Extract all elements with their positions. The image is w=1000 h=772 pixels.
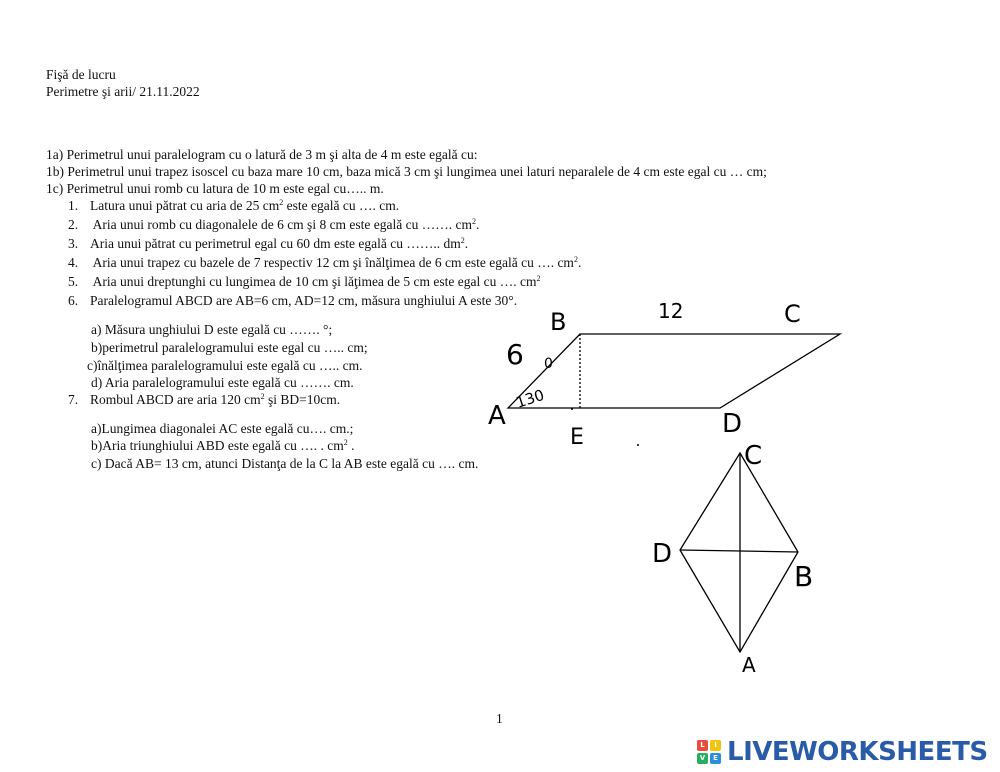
item-number: 1. xyxy=(68,198,79,213)
rhombus-label-d: D xyxy=(652,539,673,569)
item-number: 4. xyxy=(68,255,79,270)
dot-mark xyxy=(637,444,639,446)
item-sup: 2 xyxy=(279,198,284,207)
question-1c: 1c) Perimetrul unui romb cu latura de 10 m este egal cu….. m. xyxy=(46,181,384,196)
rhombus-label-b: B xyxy=(794,560,814,593)
item-text: Latura unui pătrat cu aria de 25 cm xyxy=(90,198,280,213)
item-sup: 2 xyxy=(472,217,477,226)
label-c: C xyxy=(784,300,801,328)
sub-text-end: . xyxy=(347,438,355,453)
question-1b: 1b) Perimetrul unui trapez isoscel cu baza mare 10 cm, baza mică 3 cm şi lungimea unei laturi neparalele de 4 cm este egal cu … cm; xyxy=(46,164,767,179)
rhombus-diagonal-bd xyxy=(680,550,798,552)
logo-cube: V xyxy=(697,753,708,764)
item-sup: 2 xyxy=(260,392,265,401)
item-sup: 2 xyxy=(536,274,541,283)
item-sup: 2 xyxy=(460,236,465,245)
rhombus-outline xyxy=(680,453,798,652)
label-e: E xyxy=(570,425,584,450)
item-number: 3. xyxy=(68,236,79,251)
item-text: Aria unui romb cu diagonalele de 6 cm şi 8 cm este egală cu ……. cm xyxy=(90,217,473,232)
item-number: 6. xyxy=(68,293,79,308)
item-sup: 2 xyxy=(573,255,578,264)
logo-cube: E xyxy=(710,753,721,764)
item-text-end: . xyxy=(476,217,480,232)
label-zero: 0 xyxy=(544,356,553,372)
item-text-end: . xyxy=(577,255,582,270)
item-text-end: şi BD=10cm. xyxy=(264,392,341,407)
rhombus-figure xyxy=(680,453,798,652)
label-d: D xyxy=(722,409,743,439)
dot-mark xyxy=(571,408,573,410)
rhombus-label-a: A xyxy=(742,653,756,677)
label-side-ab: 6 xyxy=(506,338,524,371)
sub-question-7c: c) Dacă AB= 13 cm, atunci Distanţa de la C la AB este egală cu …. cm. xyxy=(91,456,479,471)
item-number: 5. xyxy=(68,274,79,289)
item-text: Paralelogramul ABCD are AB=6 cm, AD=12 cm, măsura unghiului A este 30°. xyxy=(90,293,518,308)
parallelogram-outline xyxy=(508,334,840,408)
sub-question-6b: b)perimetrul paralelogramului este egal cu ….. cm; xyxy=(91,340,368,355)
item-text-end: . xyxy=(464,236,469,251)
question-1a: 1a) Perimetrul unui paralelogram cu o latură de 3 m şi alta de 4 m este egală cu: xyxy=(46,147,478,162)
sub-question-7a: a)Lungimea diagonalei AC este egală cu…. cm.; xyxy=(91,421,354,436)
logo-text: LIVEWORKSHEETS xyxy=(727,737,988,767)
parallelogram-figure xyxy=(508,334,840,408)
label-side-ad: 12 xyxy=(658,299,684,323)
item-text-end: este egală cu …. cm. xyxy=(283,198,400,213)
item-number: 7. xyxy=(68,392,79,407)
item-text: Rombul ABCD are aria 120 cm xyxy=(90,392,261,407)
item-text: Aria unui dreptunghi cu lungimea de 10 cm şi lăţimea de 5 cm este egal cu …. cm xyxy=(90,274,537,289)
liveworksheets-logo xyxy=(697,737,988,767)
logo-cubes-icon xyxy=(697,740,721,764)
sub-question-6a: a) Măsura unghiului D este egală cu ……. °; xyxy=(91,322,333,337)
item-text: Aria unui pătrat cu perimetrul egal cu 60 dm este egală cu …….. dm xyxy=(90,236,461,251)
rhombus-label-c: C xyxy=(744,441,763,471)
sub-question-6d: d) Aria paralelogramului este egală cu ……. cm. xyxy=(91,375,354,390)
logo-cube: L xyxy=(697,740,708,751)
sub-text: b)Aria triunghiului ABD este egală cu …. . cm xyxy=(91,438,344,453)
page-number: 1 xyxy=(496,711,503,726)
worksheet-subtitle: Perimetre şi arii/ 21.11.2022 xyxy=(46,84,200,99)
item-number: 2. xyxy=(68,217,79,232)
sub-question-6c: c)înălţimea paralelogramului este egală cu ….. cm. xyxy=(87,358,363,373)
label-angle: 130 xyxy=(513,385,547,412)
label-a: A xyxy=(488,401,506,431)
worksheet-title: Fişă de lucru xyxy=(46,67,116,82)
logo-cube: I xyxy=(710,740,721,751)
item-text: Aria unui trapez cu bazele de 7 respectiv 12 cm şi înălţimea de 6 cm este egală cu …. cm xyxy=(90,255,574,270)
label-b: B xyxy=(550,308,567,336)
sub-sup: 2 xyxy=(343,438,348,447)
